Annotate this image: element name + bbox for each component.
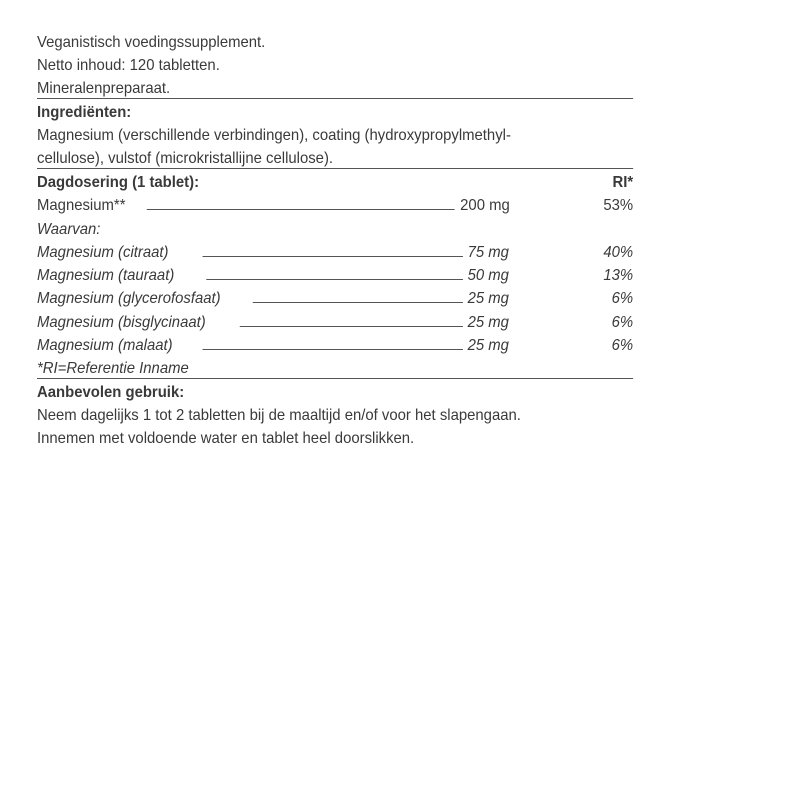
usage-line: Neem dagelijks 1 tot 2 tabletten bij de maaltijd en/of voor het slapengaan.: [37, 407, 521, 425]
nutrient-ri: 6%: [611, 337, 634, 355]
nutrient-row: [37, 264, 633, 287]
dosage-header-row: [37, 171, 633, 194]
waarvan-row: [37, 218, 633, 241]
nutrient-ri: 6%: [611, 313, 634, 331]
nutrient-name: Magnesium (tauraat): [37, 267, 175, 285]
nutrient-name: Magnesium**: [37, 197, 126, 215]
nutrient-row: [37, 334, 633, 357]
nutrient-row: [37, 311, 633, 334]
nutrient-amount: 25 mg: [467, 290, 509, 308]
usage-heading: Aanbevolen gebruik:: [37, 384, 185, 402]
waarvan-label: Waarvan:: [37, 220, 101, 238]
product-label: [37, 31, 633, 450]
ingredients-line: Magnesium (verschillende verbindingen), coating (hydroxypropylmethyl-: [37, 127, 511, 144]
ingredients-text: [37, 124, 633, 168]
dosage-section: [37, 169, 633, 378]
ri-header: RI*: [612, 174, 634, 191]
intro-block: [37, 31, 633, 98]
nutrient-name: Magnesium (bisglycinaat): [37, 313, 206, 331]
dotted-leader: [253, 302, 463, 303]
nutrient-row-main: [37, 194, 633, 217]
nutrient-amount: 25 mg: [467, 337, 509, 355]
nutrient-row: [37, 287, 633, 310]
nutrient-ri: 53%: [603, 197, 634, 215]
nutrient-amount: 25 mg: [467, 313, 509, 331]
dotted-leader: [147, 209, 455, 210]
nutrient-name: Magnesium (malaat): [37, 337, 173, 355]
dotted-leader: [206, 279, 463, 280]
ingredients-line: cellulose), vulstof (microkristallijne cellulose).: [37, 150, 334, 167]
ingredients-section: [37, 99, 633, 168]
nutrient-name: Magnesium (glycerofosfaat): [37, 290, 221, 308]
dotted-leader: [203, 256, 463, 257]
usage-line: Innemen met voldoende water en tablet heel doorslikken.: [37, 430, 415, 448]
nutrient-row: [37, 241, 633, 264]
product-type: Veganistisch voedingssupplement.: [37, 34, 266, 51]
usage-text: [37, 404, 633, 450]
nutrient-ri: 13%: [603, 267, 634, 285]
nutrient-amount: 75 mg: [467, 243, 509, 261]
nutrient-ri: 40%: [603, 243, 634, 261]
dosage-heading: Dagdosering (1 tablet):: [37, 174, 200, 191]
net-contents: Netto inhoud: 120 tabletten.: [37, 57, 220, 74]
ingredients-heading: Ingrediënten:: [37, 104, 132, 121]
product-category: Mineralenpreparaat.: [37, 80, 171, 97]
dotted-leader: [240, 326, 463, 327]
dotted-leader: [203, 349, 463, 350]
footnote-row: [37, 357, 633, 378]
nutrient-name: Magnesium (citraat): [37, 243, 169, 261]
nutrient-amount: 50 mg: [467, 267, 509, 285]
nutrient-amount: 200 mg: [460, 197, 510, 215]
usage-section: [37, 379, 633, 450]
ri-footnote: *RI=Referentie Inname: [37, 360, 189, 378]
nutrient-ri: 6%: [611, 290, 634, 308]
